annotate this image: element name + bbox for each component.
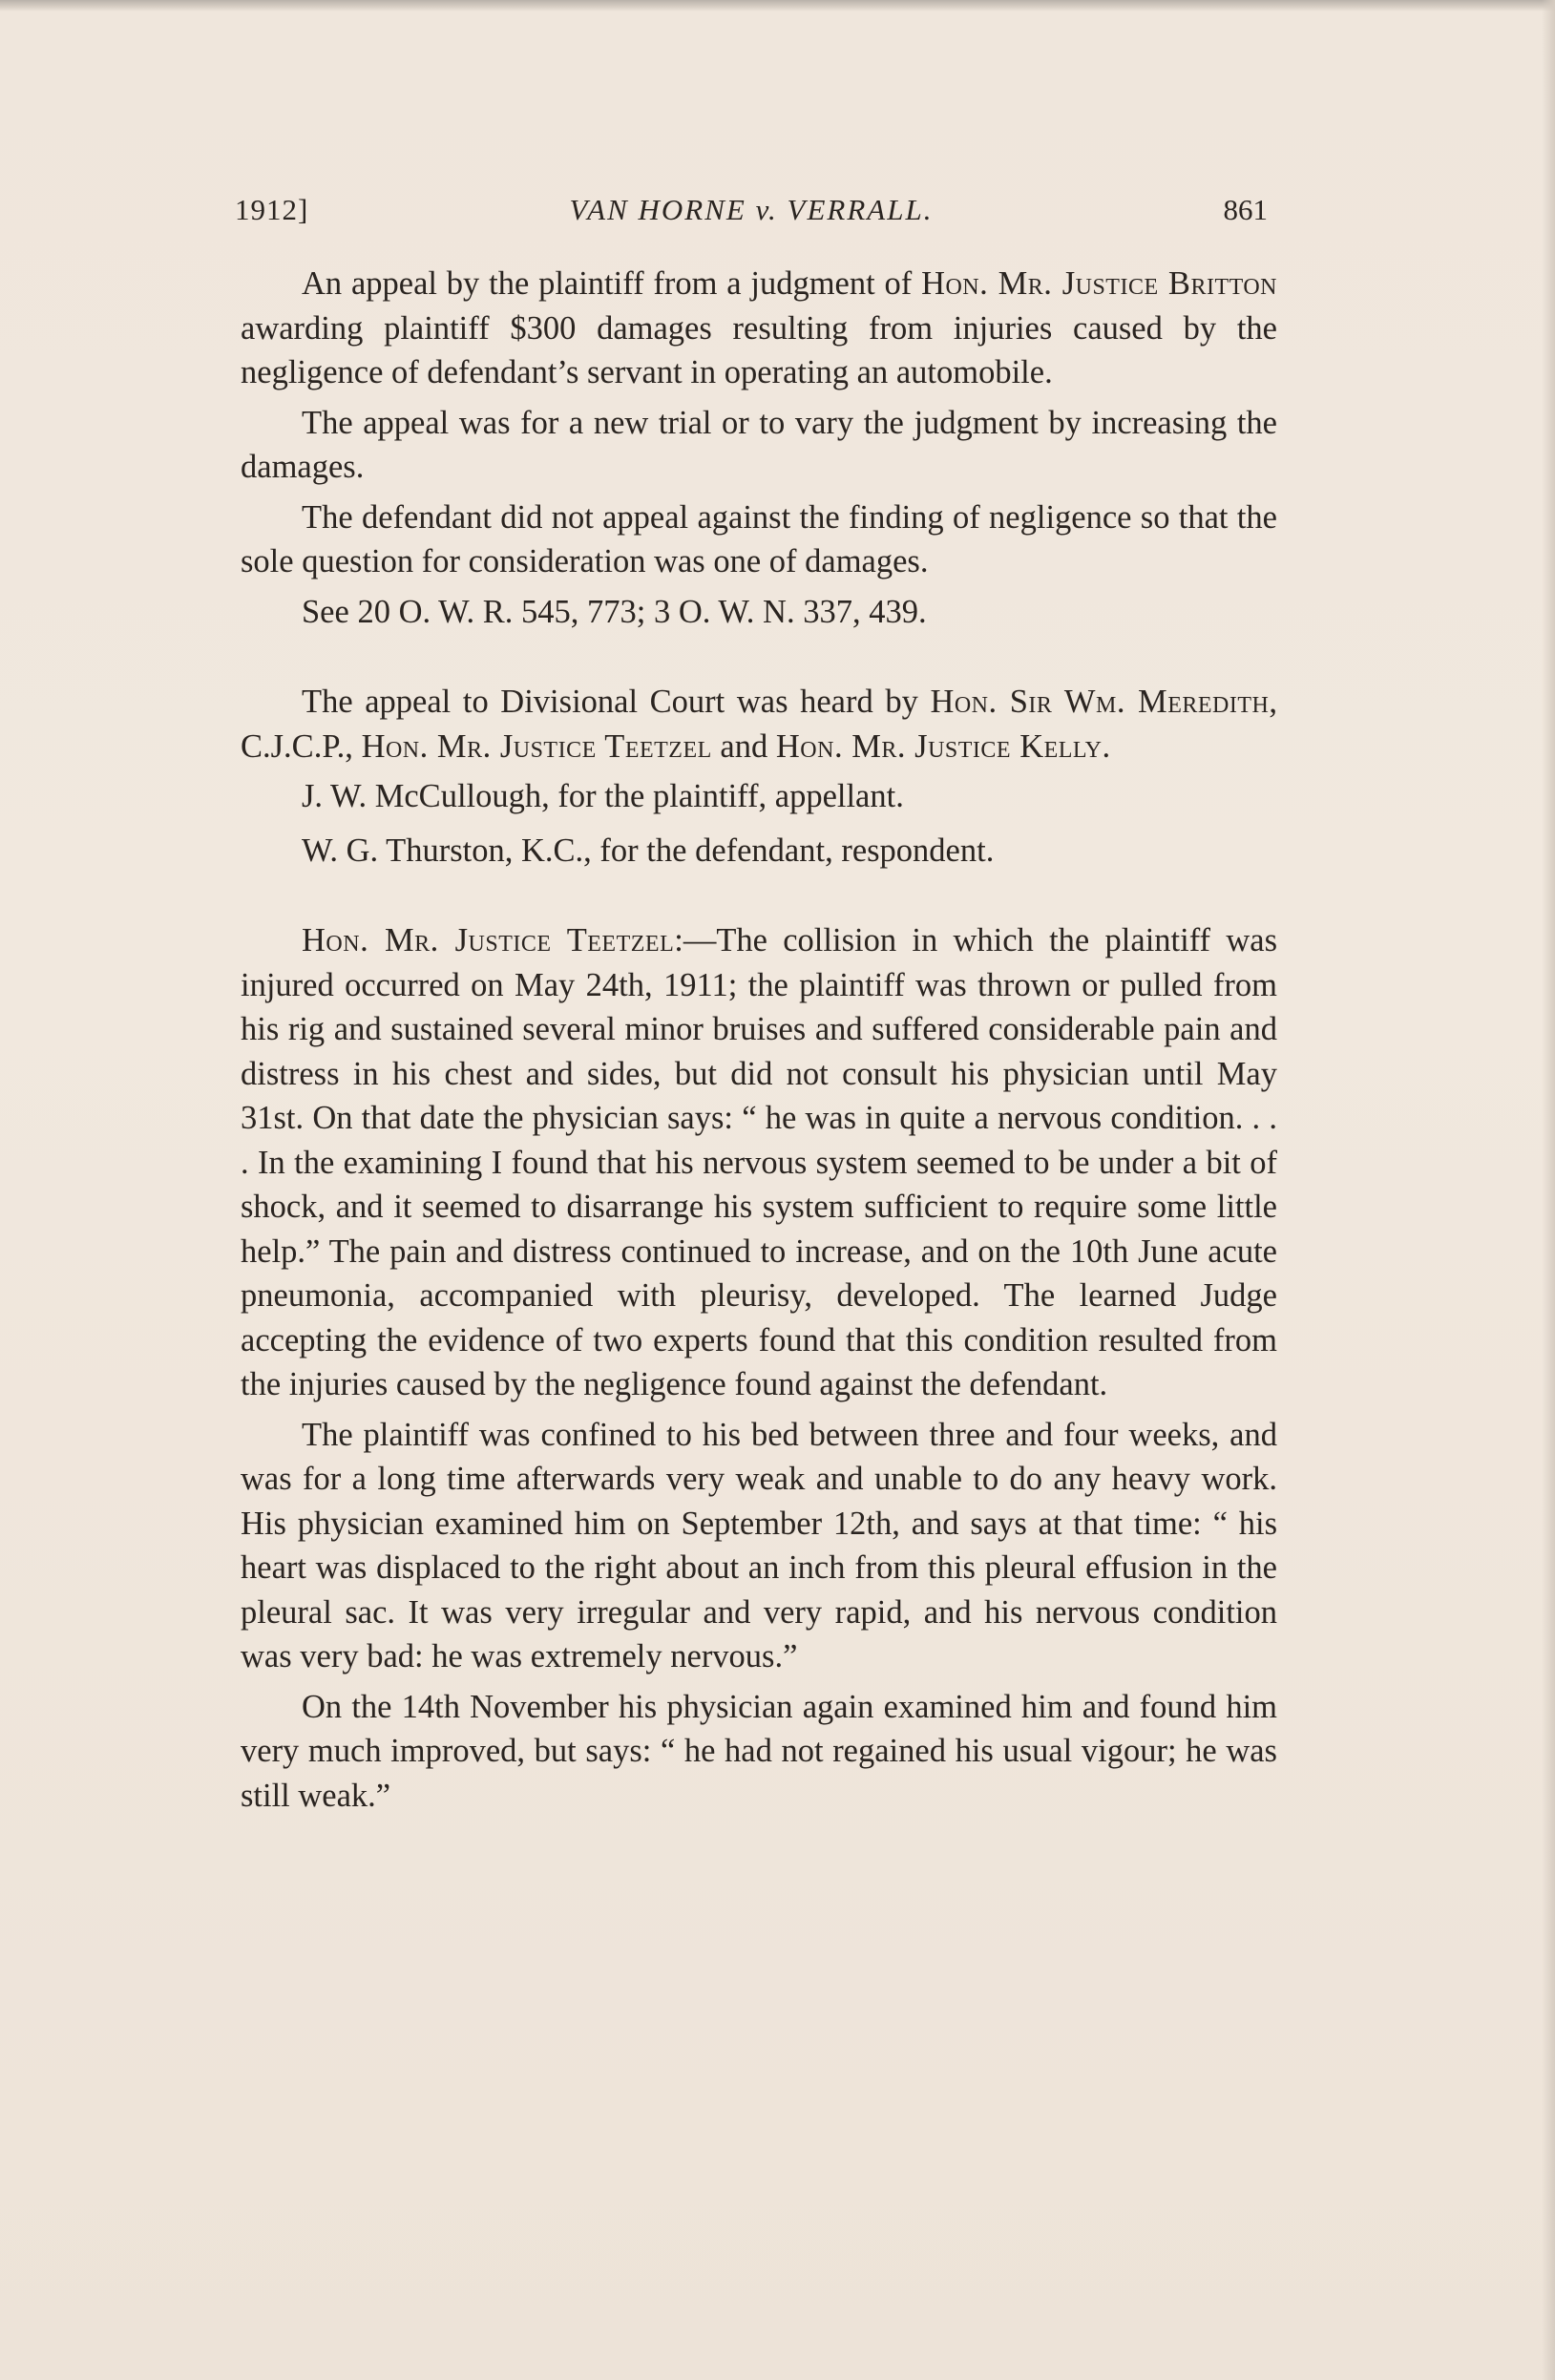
paragraph-text: . bbox=[1102, 727, 1111, 765]
paragraph-defendant-position: The defendant did not appeal against the finding of negligence so that the sole question for consideration was one of damages. bbox=[241, 498, 1277, 579]
paragraph-text: and bbox=[711, 727, 776, 765]
paragraph-november-exam: On the 14th November his physician again examined him and found him very much improved, but says: “ he had not regained his usual vigour; he was still weak.” bbox=[241, 1688, 1277, 1814]
judge-name: Hon. Sir Wm. Meredith bbox=[930, 684, 1270, 720]
paragraph-text: , C.J.C.P., bbox=[241, 684, 1277, 765]
paragraph-text: :—The collision in which the plaintiff was injured occurred on May 24th, 1911; the plaintiff was thrown or pulled from his rig and sustained several minor bruises and suffered considerable pain and distress in his chest and sides, but did not consult his physician until May 31st. On that date the physician says: “ he was in quite a nervous condition. . . . In the examining I found that his nervous system seemed to be under a bit of shock, and it seemed to disarrange his system sufficient to require some little help.” The pain and distress continued to increase, and on the 10th June acute pneumonia, accompanied with pleurisy, developed. The learned Judge accepting the evidence of two experts found that this condition resulted from the injuries caused by the negligence found against the defendant. bbox=[241, 922, 1277, 1402]
paragraph-appeal-grounds: The appeal was for a new trial or to vary the judgment by increasing the damages. bbox=[241, 404, 1277, 485]
header-case-title: VAN HORNE v. VERRALL. bbox=[569, 193, 934, 226]
judge-name: Hon. Mr. Justice Britton bbox=[921, 265, 1277, 302]
page-top-edge bbox=[0, 0, 1555, 11]
counsel-defendant: W. G. Thurston, K.C., for the defendant, respondent. bbox=[302, 832, 995, 869]
paragraph-appeal-summary bbox=[241, 262, 1277, 395]
paragraph-judgment-opening bbox=[241, 918, 1277, 1407]
paragraph-citations: See 20 O. W. R. 545, 773; 3 O. W. N. 337, 439. bbox=[302, 593, 927, 630]
paragraph-text: An appeal by the plaintiff from a judgment of bbox=[302, 265, 922, 302]
page-number: 861 bbox=[1223, 193, 1268, 226]
page-right-edge bbox=[1542, 0, 1555, 2380]
page-body bbox=[241, 262, 1277, 1823]
judge-name: Hon. Mr. Justice Kelly bbox=[775, 727, 1103, 765]
paragraph-text: The appeal to Divisional Court was heard by bbox=[302, 684, 931, 720]
counsel-plaintiff: J. W. McCullough, for the plaintiff, appellant. bbox=[302, 778, 904, 814]
judge-name: Hon. Mr. Justice Teetzel bbox=[302, 922, 675, 958]
paragraph-text: awarding plaintiff $300 damages resulting from injuries caused by the negligence of defendant’s servant in operating an automobile. bbox=[241, 309, 1277, 390]
header-year: 1912] bbox=[235, 193, 309, 226]
judge-name: Hon. Mr. Justice Teetzel bbox=[361, 727, 712, 765]
paragraph-confinement: The plaintiff was confined to his bed between three and four weeks, and was for a long time afterwards very weak and unable to do any heavy work. His physician examined him on September 12th, and says at that time: “ his heart was displaced to the right about an inch from this pleural effusion in the pleural sac. It was very irregular and very rapid, and his nervous condition was very bad: he was extremely nervous.” bbox=[241, 1416, 1277, 1674]
paragraph-court bbox=[241, 680, 1277, 769]
running-header bbox=[235, 193, 1268, 231]
